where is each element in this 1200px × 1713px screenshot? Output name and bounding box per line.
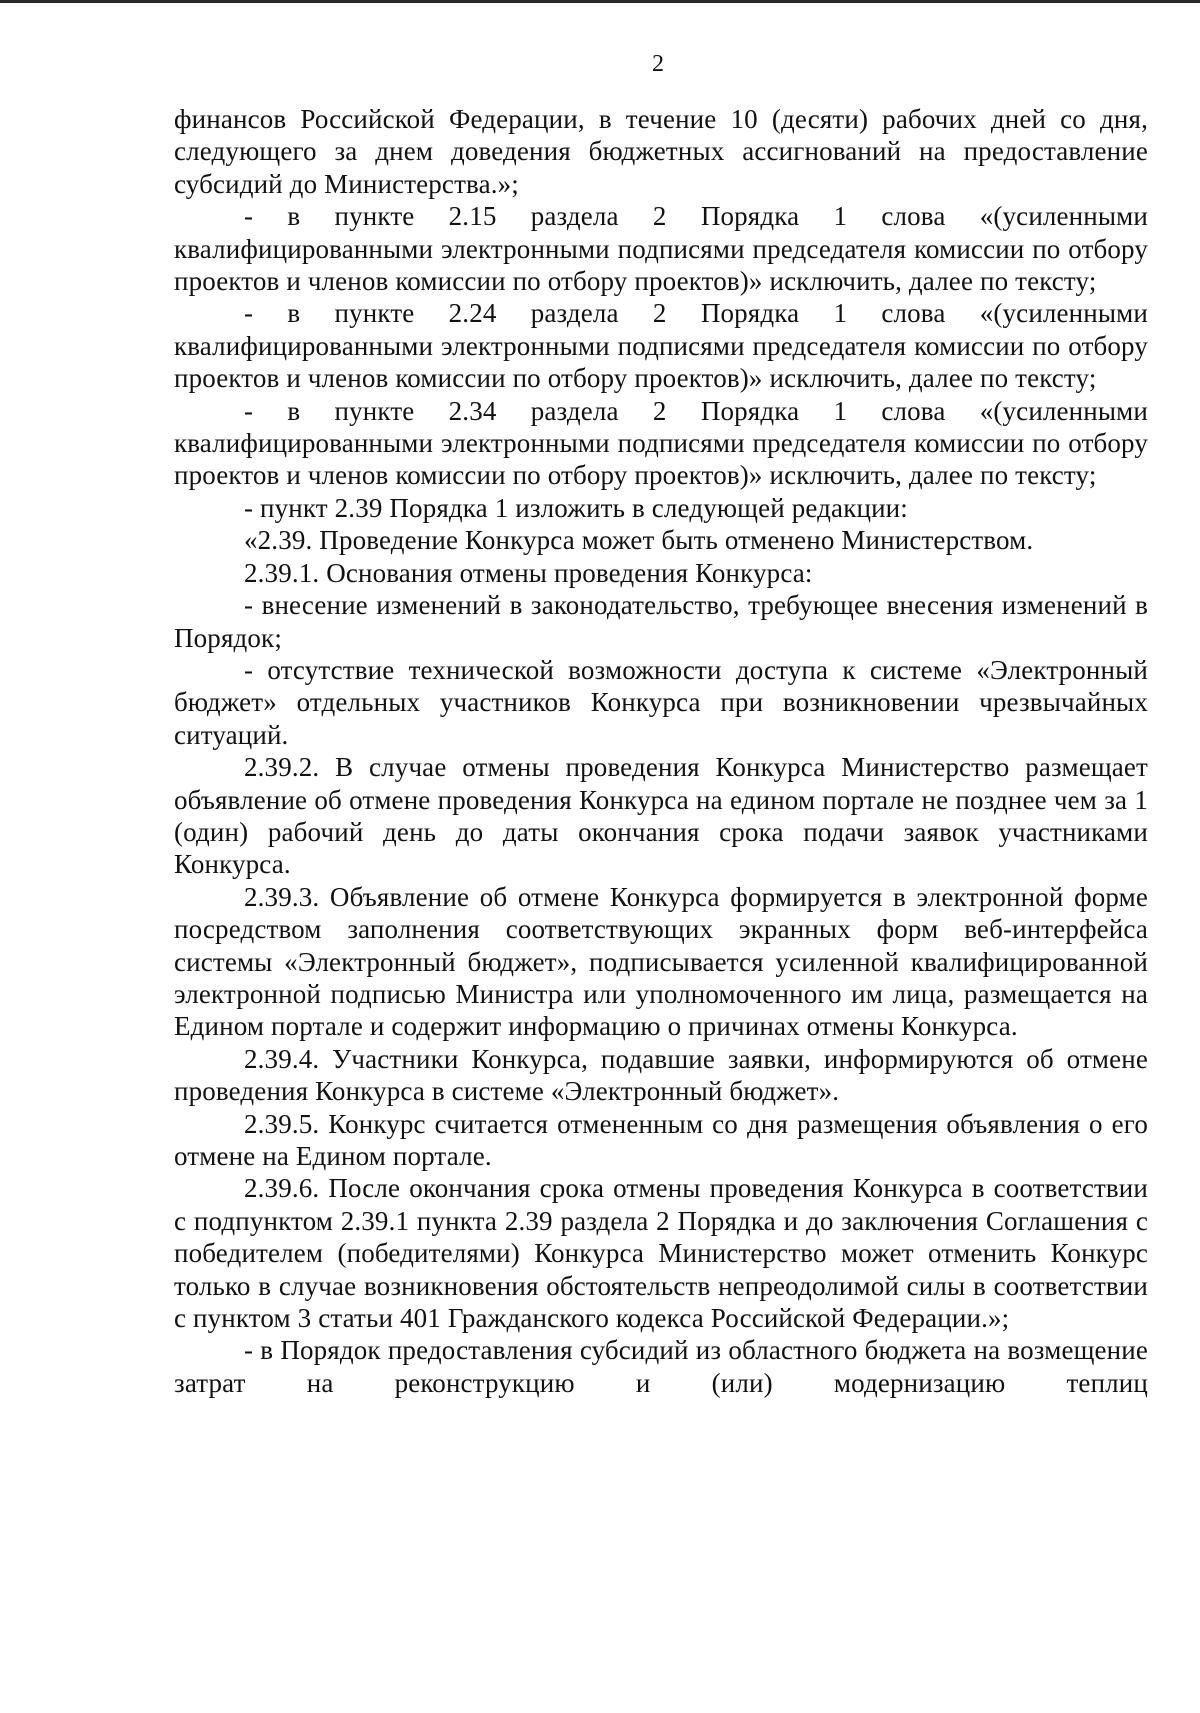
paragraph: - пункт 2.39 Порядка 1 изложить в следующей редакции: <box>244 492 908 523</box>
paragraph: 2.39.2. В случае отмены проведения Конкурса Министерство размещает объявление об отмене проведения Конкурса на едином портале не позднее чем за 1 (один) рабочий день до даты окончания срока подачи заявок участниками Конкурса. <box>174 752 1148 880</box>
paragraph: - в пункте 2.34 раздела 2 Порядка 1 слова «(усиленными квалифицированными электронными подписями председателя комиссии по отбору проектов и членов комиссии по отбору проектов)» исключить, далее по тексту; <box>174 395 1148 491</box>
scan-edge <box>0 0 1200 3</box>
page-number: 2 <box>652 51 664 77</box>
paragraph: 2.39.5. Конкурс считается отмененным со дня размещения объявления о его отмене на Едином портале. <box>174 1108 1148 1171</box>
paragraph: финансов Российской Федерации, в течение 10 (десяти) рабочих дней со дня, следующего за днем доведения бюджетных ассигнований на предоставление субсидий до Министерства.»; <box>174 104 1148 199</box>
paragraph: 2.39.6. После окончания срока отмены проведения Конкурса в соответствии с подпунктом 2.39.1 пункта 2.39 раздела 2 Порядка и до заключения Соглашения с победителем (победителями) Конкурса Министерство может отменить Конкурс только в случае возникновения обстоятельств непреодолимой силы в соответствии с пунктом 3 статьи 401 Гражданского кодекса Российской Федерации.»; <box>174 1173 1148 1334</box>
paragraph: 2.39.3. Объявление об отмене Конкурса формируется в электронной форме посредством заполнения соответствующих экранных форм веб-интерфейса системы «Электронный бюджет», подписывается усиленной квалифицированной электронной подписью Министра или уполномоченного им лица, размещается на Едином портале и содержит информацию о причинах отмены Конкурса. <box>174 881 1148 1042</box>
paragraph: «2.39. Проведение Конкурса может быть отменено Министерством. <box>244 525 1034 556</box>
paragraph: 2.39.1. Основания отмены проведения Конкурса: <box>244 557 813 588</box>
document-body <box>174 103 1148 1399</box>
paragraph: - внесение изменений в законодательство, требующее внесения изменений в Порядок; <box>174 590 1148 653</box>
paragraph: - в пункте 2.24 раздела 2 Порядка 1 слова «(усиленными квалифицированными электронными подписями председателя комиссии по отбору проектов и членов комиссии по отбору проектов)» исключить, далее по тексту; <box>174 298 1148 394</box>
paragraph: - в пункте 2.15 раздела 2 Порядка 1 слова «(усиленными квалифицированными электронными подписями председателя комиссии по отбору проектов и членов комиссии по отбору проектов)» исключить, далее по тексту; <box>174 201 1148 297</box>
paragraph: - в Порядок предоставления субсидий из областного бюджета на возмещение затрат на реконструкцию и (или) модернизацию теплиц <box>174 1335 1148 1398</box>
paragraph: 2.39.4. Участники Конкурса, подавшие заявки, информируются об отмене проведения Конкурса в системе «Электронный бюджет». <box>174 1043 1148 1107</box>
paragraph: - отсутствие технической возможности доступа к системе «Электронный бюджет» отдельных участников Конкурса при возникновении чрезвычайных ситуаций. <box>174 654 1148 750</box>
